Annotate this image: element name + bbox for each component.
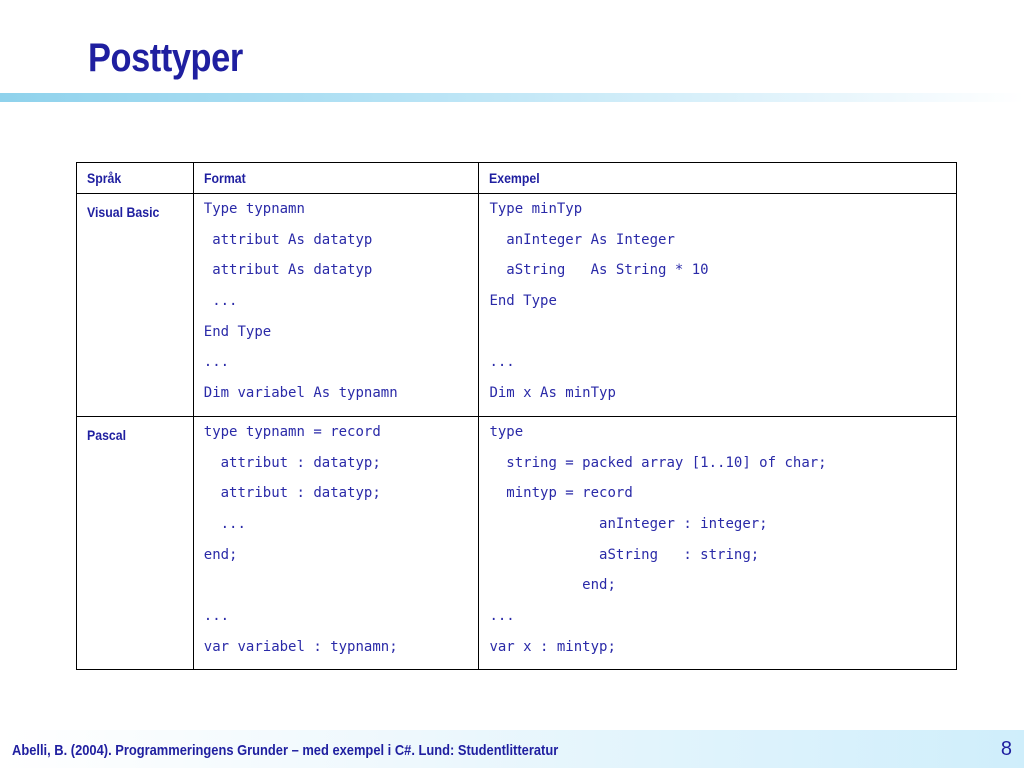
- page-number: 8: [1000, 738, 1012, 760]
- table-header-row: [77, 163, 957, 194]
- code-line: ...: [489, 607, 515, 624]
- record-types-table: [76, 162, 957, 670]
- code-line: aString : string;: [489, 546, 760, 563]
- code-line: end;: [203, 546, 238, 563]
- code-line: ...: [203, 607, 230, 624]
- code-line: string = packed array [1..10] of char;: [489, 454, 827, 471]
- language-cell: Visual Basic: [77, 194, 194, 417]
- code-line: var variabel : typnamn;: [203, 638, 398, 655]
- code-line: type: [489, 423, 524, 440]
- header-format: Format: [193, 163, 479, 194]
- code-line: [204, 575, 479, 606]
- code-line: anInteger As Integer: [489, 231, 675, 248]
- table-row-pascal: [77, 416, 957, 670]
- code-line: mintyp = record: [489, 485, 633, 502]
- example-code-cell: [479, 194, 957, 417]
- header-example: Exempel: [479, 163, 957, 194]
- code-line: Type minTyp: [489, 201, 583, 217]
- slide-title: Posttyper: [88, 36, 243, 80]
- title-underline-band: [0, 93, 1024, 102]
- code-line: ...: [203, 354, 230, 371]
- code-line: var x : mintyp;: [489, 638, 616, 655]
- code-line: Dim x As minTyp: [489, 385, 616, 402]
- language-cell: Pascal: [77, 416, 194, 670]
- code-line: attribut As datatyp: [203, 262, 373, 279]
- header-language: Språk: [77, 163, 194, 194]
- code-line: anInteger : integer;: [489, 515, 768, 532]
- code-line: Type typnamn: [203, 201, 305, 217]
- example-code-cell: [479, 416, 957, 670]
- code-line: attribut : datatyp;: [203, 454, 381, 471]
- code-line: Dim variabel As typnamn: [203, 385, 398, 402]
- code-line: [489, 322, 956, 353]
- code-line: attribut As datatyp: [203, 231, 373, 248]
- code-line: ...: [203, 293, 238, 310]
- code-line: aString As String * 10: [489, 262, 709, 279]
- code-line: attribut : datatyp;: [203, 485, 381, 502]
- footer-citation: Abelli, B. (2004). Programmeringens Grunder – med exempel i C#. Lund: Studentlitteratur: [12, 742, 559, 759]
- code-line: End Type: [489, 293, 557, 310]
- format-code-cell: [193, 416, 479, 670]
- format-code-cell: [193, 194, 479, 417]
- table-row-visual-basic: [77, 194, 957, 417]
- code-line: ...: [489, 354, 515, 371]
- code-line: end;: [489, 577, 616, 594]
- code-line: ...: [203, 515, 246, 532]
- code-line: End Type: [203, 323, 272, 340]
- code-line: type typnamn = record: [203, 423, 381, 440]
